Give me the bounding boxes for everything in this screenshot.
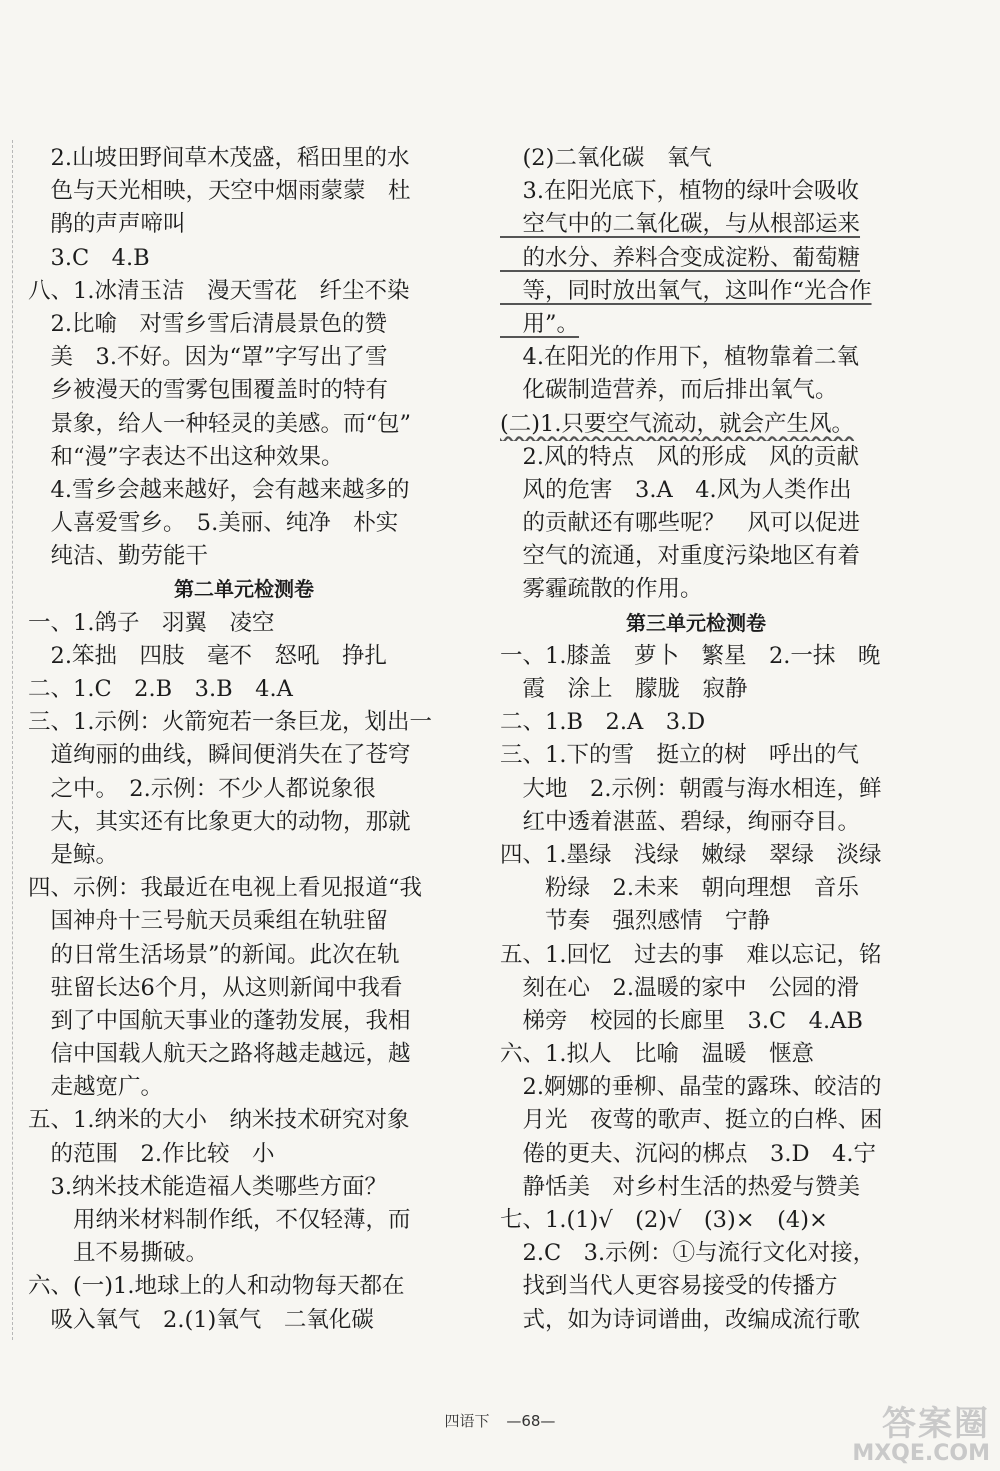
answer-line: 风的危害 3.A 4.风为人类作出 — [500, 476, 852, 503]
answer-line: 六、1.拟人 比喻 温暖 惬意 — [500, 1041, 814, 1068]
answer-line: 空气的流通，对重度污染地区有着 — [500, 543, 861, 570]
answer-line: 一、1.鸽子 羽翼 凌空 — [28, 609, 275, 636]
answer-line: 静恬美 对乡村生活的热爱与赞美 — [500, 1173, 861, 1200]
answer-line: 的范围 2.作比较 小 — [28, 1140, 275, 1167]
answer-line: 3.在阳光底下，植物的绿叶会吸收 — [500, 178, 859, 205]
footer-page-number: —68— — [506, 1412, 556, 1430]
answer-line — [500, 208, 892, 241]
answer-line: 2.山坡田野间草木茂盛，稻田里的水 — [28, 145, 410, 171]
answer-line: 三、1.下的雪 挺立的树 呼出的气 — [500, 742, 859, 769]
answer-line: 纯洁、勤劳能干 — [28, 543, 209, 570]
answer-line — [500, 275, 892, 308]
answer-line: 美 3.不好。因为“罩”字写出了雪 — [28, 344, 388, 371]
answer-line: 化碳制造营养，而后排出氧气。 — [500, 377, 838, 404]
section-heading: 第三单元检测卷 — [626, 610, 766, 635]
answer-line: 信中国载人航天之路将越走越远，越 — [28, 1041, 411, 1068]
answer-line: 二、1.B 2.A 3.D — [500, 709, 706, 736]
answer-line: 3.纳米技术能造福人类哪些方面？ — [28, 1173, 387, 1200]
answer-line: 四、1.墨绿 浅绿 嫩绿 翠绿 淡绿 — [500, 841, 882, 868]
answer-line: 用纳米材料制作纸，不仅轻薄，而 — [28, 1207, 411, 1233]
answer-line: 且不易撕破。 — [28, 1240, 209, 1267]
answer-line: 国神舟十三号航天员乘组在轨驻留 — [28, 908, 389, 935]
answer-line: 2.比喻 对雪乡雪后清晨景色的赞 — [28, 310, 387, 337]
answer-line: 梯旁 校园的长廊里 3.C 4.AB — [500, 1007, 863, 1034]
right-column — [500, 142, 892, 1337]
answer-line: 的贡献还有哪些呢？ 风可以促进 — [500, 510, 861, 537]
answer-line: 四、示例：我最近在电视上看见报道“我 — [28, 875, 423, 902]
answer-line: 3.C 4.B — [28, 244, 150, 271]
answer-line: 吸入氧气 2.(1)氧气 二氧化碳 — [28, 1306, 374, 1333]
underlined-text: 空气中的二氧化碳，与从根部运来 — [500, 211, 861, 238]
underlined-text: 用”。 — [500, 310, 580, 337]
answer-line: 到了中国航天事业的蓬勃发展，我相 — [28, 1007, 411, 1034]
answer-line: 三、1.示例：火箭宛若一条巨龙，划出一 — [28, 709, 432, 736]
answer-line — [500, 242, 892, 275]
answer-line: 4.雪乡会越来越好，会有越来越多的 — [28, 476, 410, 503]
answer-line: 霞 涂上 朦胧 寂静 — [500, 676, 748, 702]
answer-line: 是鲸。 — [28, 841, 119, 868]
answer-line: 雾霾疏散的作用。 — [500, 576, 703, 603]
left-column — [28, 142, 460, 1337]
answer-line: 大地 2.示例：朝霞与海水相连，鲜 — [500, 775, 882, 802]
answer-line: 色与天光相映，天空中烟雨蒙蒙 杜 — [28, 178, 411, 205]
watermark — [800, 1405, 990, 1465]
answer-line: 和“漫”字表达不出这种效果。 — [28, 443, 344, 470]
answer-line: 景象，给人一种轻灵的美感。而“包” — [28, 410, 412, 437]
answer-line: 刻在心 2.温暖的家中 公园的滑 — [500, 974, 859, 1001]
answer-line: 2.风的特点 风的形成 风的贡献 — [500, 443, 859, 470]
answer-line: 人喜爱雪乡。 5.美丽、纯净 朴实 — [28, 510, 399, 537]
answer-line: 道绚丽的曲线，瞬间便消失在了苍穹 — [28, 742, 411, 769]
section-heading: 第二单元检测卷 — [174, 577, 314, 602]
footer-subject: 四语下 — [444, 1412, 490, 1430]
answer-line: 式，如为诗词谱曲，改编成流行歌 — [500, 1306, 861, 1333]
answer-line: 大，其实还有比象更大的动物，那就 — [28, 808, 411, 835]
underlined-text: 的水分、养料合变成淀粉、葡萄糖 — [500, 244, 861, 271]
answer-line: 五、1.回忆 过去的事 难以忘记，铭 — [500, 941, 882, 968]
watermark-url: MXQE.COM — [852, 1441, 990, 1466]
answer-line: 月光 夜莺的歌声、挺立的白桦、困 — [500, 1107, 883, 1134]
underlined-text: 等，同时放出氧气，这叫作“光合作 — [500, 277, 872, 304]
answer-line: 一、1.膝盖 萝卜 繁星 2.一抹 晚 — [500, 642, 881, 669]
answer-line: 找到当代人更容易接受的传播方 — [500, 1273, 838, 1300]
answer-line: 倦的更夫、沉闷的梆点 3.D 4.宁 — [500, 1140, 876, 1167]
answer-line: (2)二氧化碳 氧气 — [500, 145, 712, 171]
answer-line: 鹃的声声啼叫 — [28, 211, 186, 238]
watermark-chinese: 答案圈 — [882, 1404, 990, 1444]
answer-line: 二、1.C 2.B 3.B 4.A — [28, 676, 293, 702]
answer-line: 4.在阳光的作用下，植物靠着二氧 — [500, 344, 859, 371]
answer-line: 六、(一)1.地球上的人和动物每天都在 — [28, 1273, 405, 1300]
answer-line: 2.笨拙 四肢 毫不 怒吼 挣扎 — [28, 642, 387, 669]
answer-line: 2.C 3.示例：①与流行文化对接， — [500, 1240, 876, 1267]
answer-line: 走越宽广。 — [28, 1074, 164, 1101]
answer-line: 粉绿 2.未来 朝向理想 音乐 — [500, 875, 859, 902]
underlined-text: (二)1.只要空气流动，就会产生风。 — [500, 410, 855, 437]
answer-line: 节奏 强烈感情 宁静 — [500, 908, 771, 935]
answer-line: 驻留长达6个月，从这则新闻中我看 — [28, 974, 403, 1001]
answer-line: 乡被漫天的雪雾包围覆盖时的特有 — [28, 377, 389, 404]
answer-line: 的日常生活场景”的新闻。此次在轨 — [28, 941, 400, 968]
answer-line: 之中。 2.示例：不少人都说象很 — [28, 775, 376, 802]
answer-line: 五、1.纳米的大小 纳米技术研究对象 — [28, 1107, 410, 1134]
answer-line: 八、1.冰清玉洁 漫天雪花 纤尘不染 — [28, 277, 410, 304]
answer-line: 2.婀娜的垂柳、晶莹的露珠、皎洁的 — [500, 1074, 882, 1101]
answer-line: 七、1.(1)√ (2)√ (3)× (4)× — [500, 1207, 828, 1233]
answer-line — [500, 408, 892, 441]
answer-line — [500, 308, 892, 341]
answer-line: 红中透着湛蓝、碧绿，绚丽夺目。 — [500, 808, 861, 835]
binding-line — [12, 140, 13, 1340]
